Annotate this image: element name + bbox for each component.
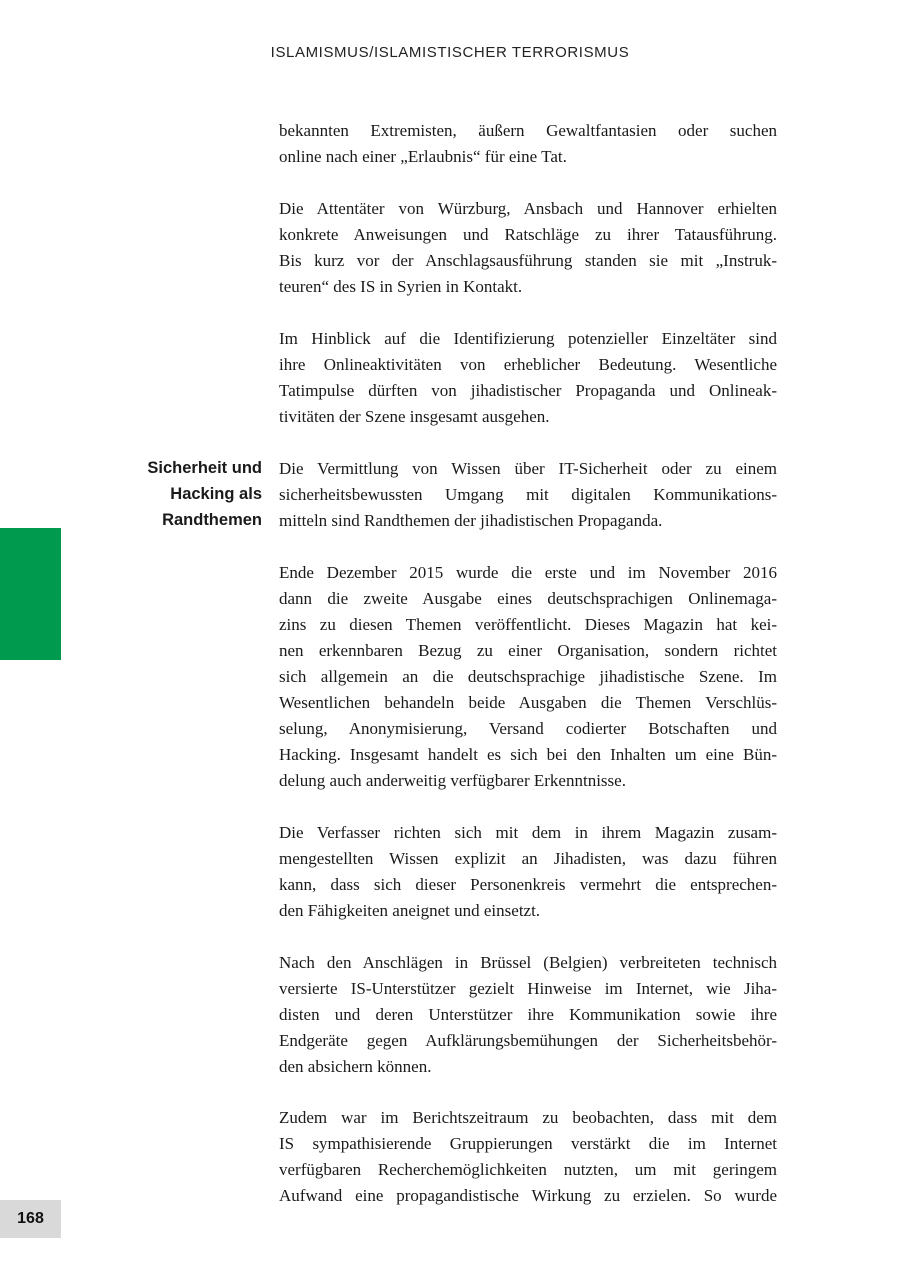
text-line: online nach einer „Erlaubnis“ für eine Tat. — [279, 147, 567, 166]
body-paragraph — [279, 118, 777, 170]
text-line: Die Vermittlung von Wissen über IT-Sicherheit oder zu einem — [279, 459, 777, 478]
text-line: disten und deren Unterstützer ihre Kommunikation sowie ihre — [279, 1005, 777, 1024]
text-line: den absichern können. — [279, 1057, 432, 1076]
side-heading — [120, 455, 262, 533]
text-line: Hacking. Insgesamt handelt es sich bei den Inhalten um eine Bün- — [279, 745, 777, 764]
body-paragraph — [279, 560, 777, 794]
text-line: versierte IS-Unterstützer gezielt Hinweise im Internet, wie Jiha- — [279, 979, 777, 998]
text-line: konkrete Anweisungen und Ratschläge zu ihrer Tatausführung. — [279, 225, 777, 244]
text-line: dann die zweite Ausgabe eines deutschsprachigen Onlinemaga- — [279, 589, 777, 608]
chapter-tab-marker — [0, 528, 61, 660]
text-line: Ende Dezember 2015 wurde die erste und im November 2016 — [279, 563, 777, 582]
text-line: mengestellten Wissen explizit an Jihadisten, was dazu führen — [279, 849, 777, 868]
page-number: 168 — [0, 1200, 61, 1238]
text-line: Die Attentäter von Würzburg, Ansbach und Hannover erhielten — [279, 199, 777, 218]
body-paragraph — [279, 326, 777, 430]
side-heading-line: Sicherheit und — [147, 459, 262, 477]
running-header: ISLAMISMUS/ISLAMISTISCHER TERRORISMUS — [270, 44, 630, 61]
text-line: ihre Onlineaktivitäten von erheblicher Bedeutung. Wesentliche — [279, 355, 777, 374]
text-line: teuren“ des IS in Syrien in Kontakt. — [279, 277, 523, 296]
text-line: zins zu diesen Themen veröffentlicht. Dieses Magazin hat kei- — [279, 615, 777, 634]
text-line: sicherheitsbewussten Umgang mit digitalen Kommunikations- — [279, 485, 777, 504]
text-line: Zudem war im Berichtszeitraum zu beobachten, dass mit dem — [279, 1108, 777, 1127]
body-paragraph — [279, 196, 777, 300]
text-line: nen erkennbaren Bezug zu einer Organisation, sondern richtet — [279, 641, 777, 660]
text-line: verfügbaren Recherchemöglichkeiten nutzten, um mit geringem — [279, 1160, 777, 1179]
text-line: Wesentlichen behandeln beide Ausgaben die Themen Verschlüs- — [279, 693, 777, 712]
side-heading-line: Hacking als — [170, 485, 262, 503]
text-line: IS sympathisierende Gruppierungen verstärkt die im Internet — [279, 1134, 777, 1153]
body-paragraph — [279, 1105, 777, 1209]
text-line: Tatimpulse dürften von jihadistischer Propaganda und Onlineak- — [279, 381, 777, 400]
text-line: den Fähigkeiten aneignet und einsetzt. — [279, 901, 541, 920]
text-line: mitteln sind Randthemen der jihadistischen Propaganda. — [279, 511, 663, 530]
text-line: sich allgemein an die deutschsprachige jihadistische Szene. Im — [279, 667, 777, 686]
text-line: Endgeräte gegen Aufklärungsbemühungen der Sicherheitsbehör- — [279, 1031, 777, 1050]
text-line: Nach den Anschlägen in Brüssel (Belgien) verbreiteten technisch — [279, 953, 777, 972]
text-line: Die Verfasser richten sich mit dem in ihrem Magazin zusam- — [279, 823, 777, 842]
side-heading-line: Randthemen — [162, 511, 262, 529]
text-line: delung auch anderweitig verfügbarer Erkenntnisse. — [279, 771, 626, 790]
text-line: selung, Anonymisierung, Versand codierter Botschaften und — [279, 719, 777, 738]
text-line: bekannten Extremisten, äußern Gewaltfantasien oder suchen — [279, 121, 777, 140]
text-line: tivitäten der Szene insgesamt ausgehen. — [279, 407, 550, 426]
body-paragraph — [279, 456, 777, 534]
text-line: kann, dass sich dieser Personenkreis vermehrt die entsprechen- — [279, 875, 777, 894]
body-paragraph — [279, 820, 777, 924]
text-line: Im Hinblick auf die Identifizierung potenzieller Einzeltäter sind — [279, 329, 777, 348]
body-paragraph — [279, 950, 777, 1080]
text-line: Bis kurz vor der Anschlagsausführung standen sie mit „Instruk- — [279, 251, 777, 270]
text-line: Aufwand eine propagandistische Wirkung zu erzielen. So wurde — [279, 1186, 777, 1205]
